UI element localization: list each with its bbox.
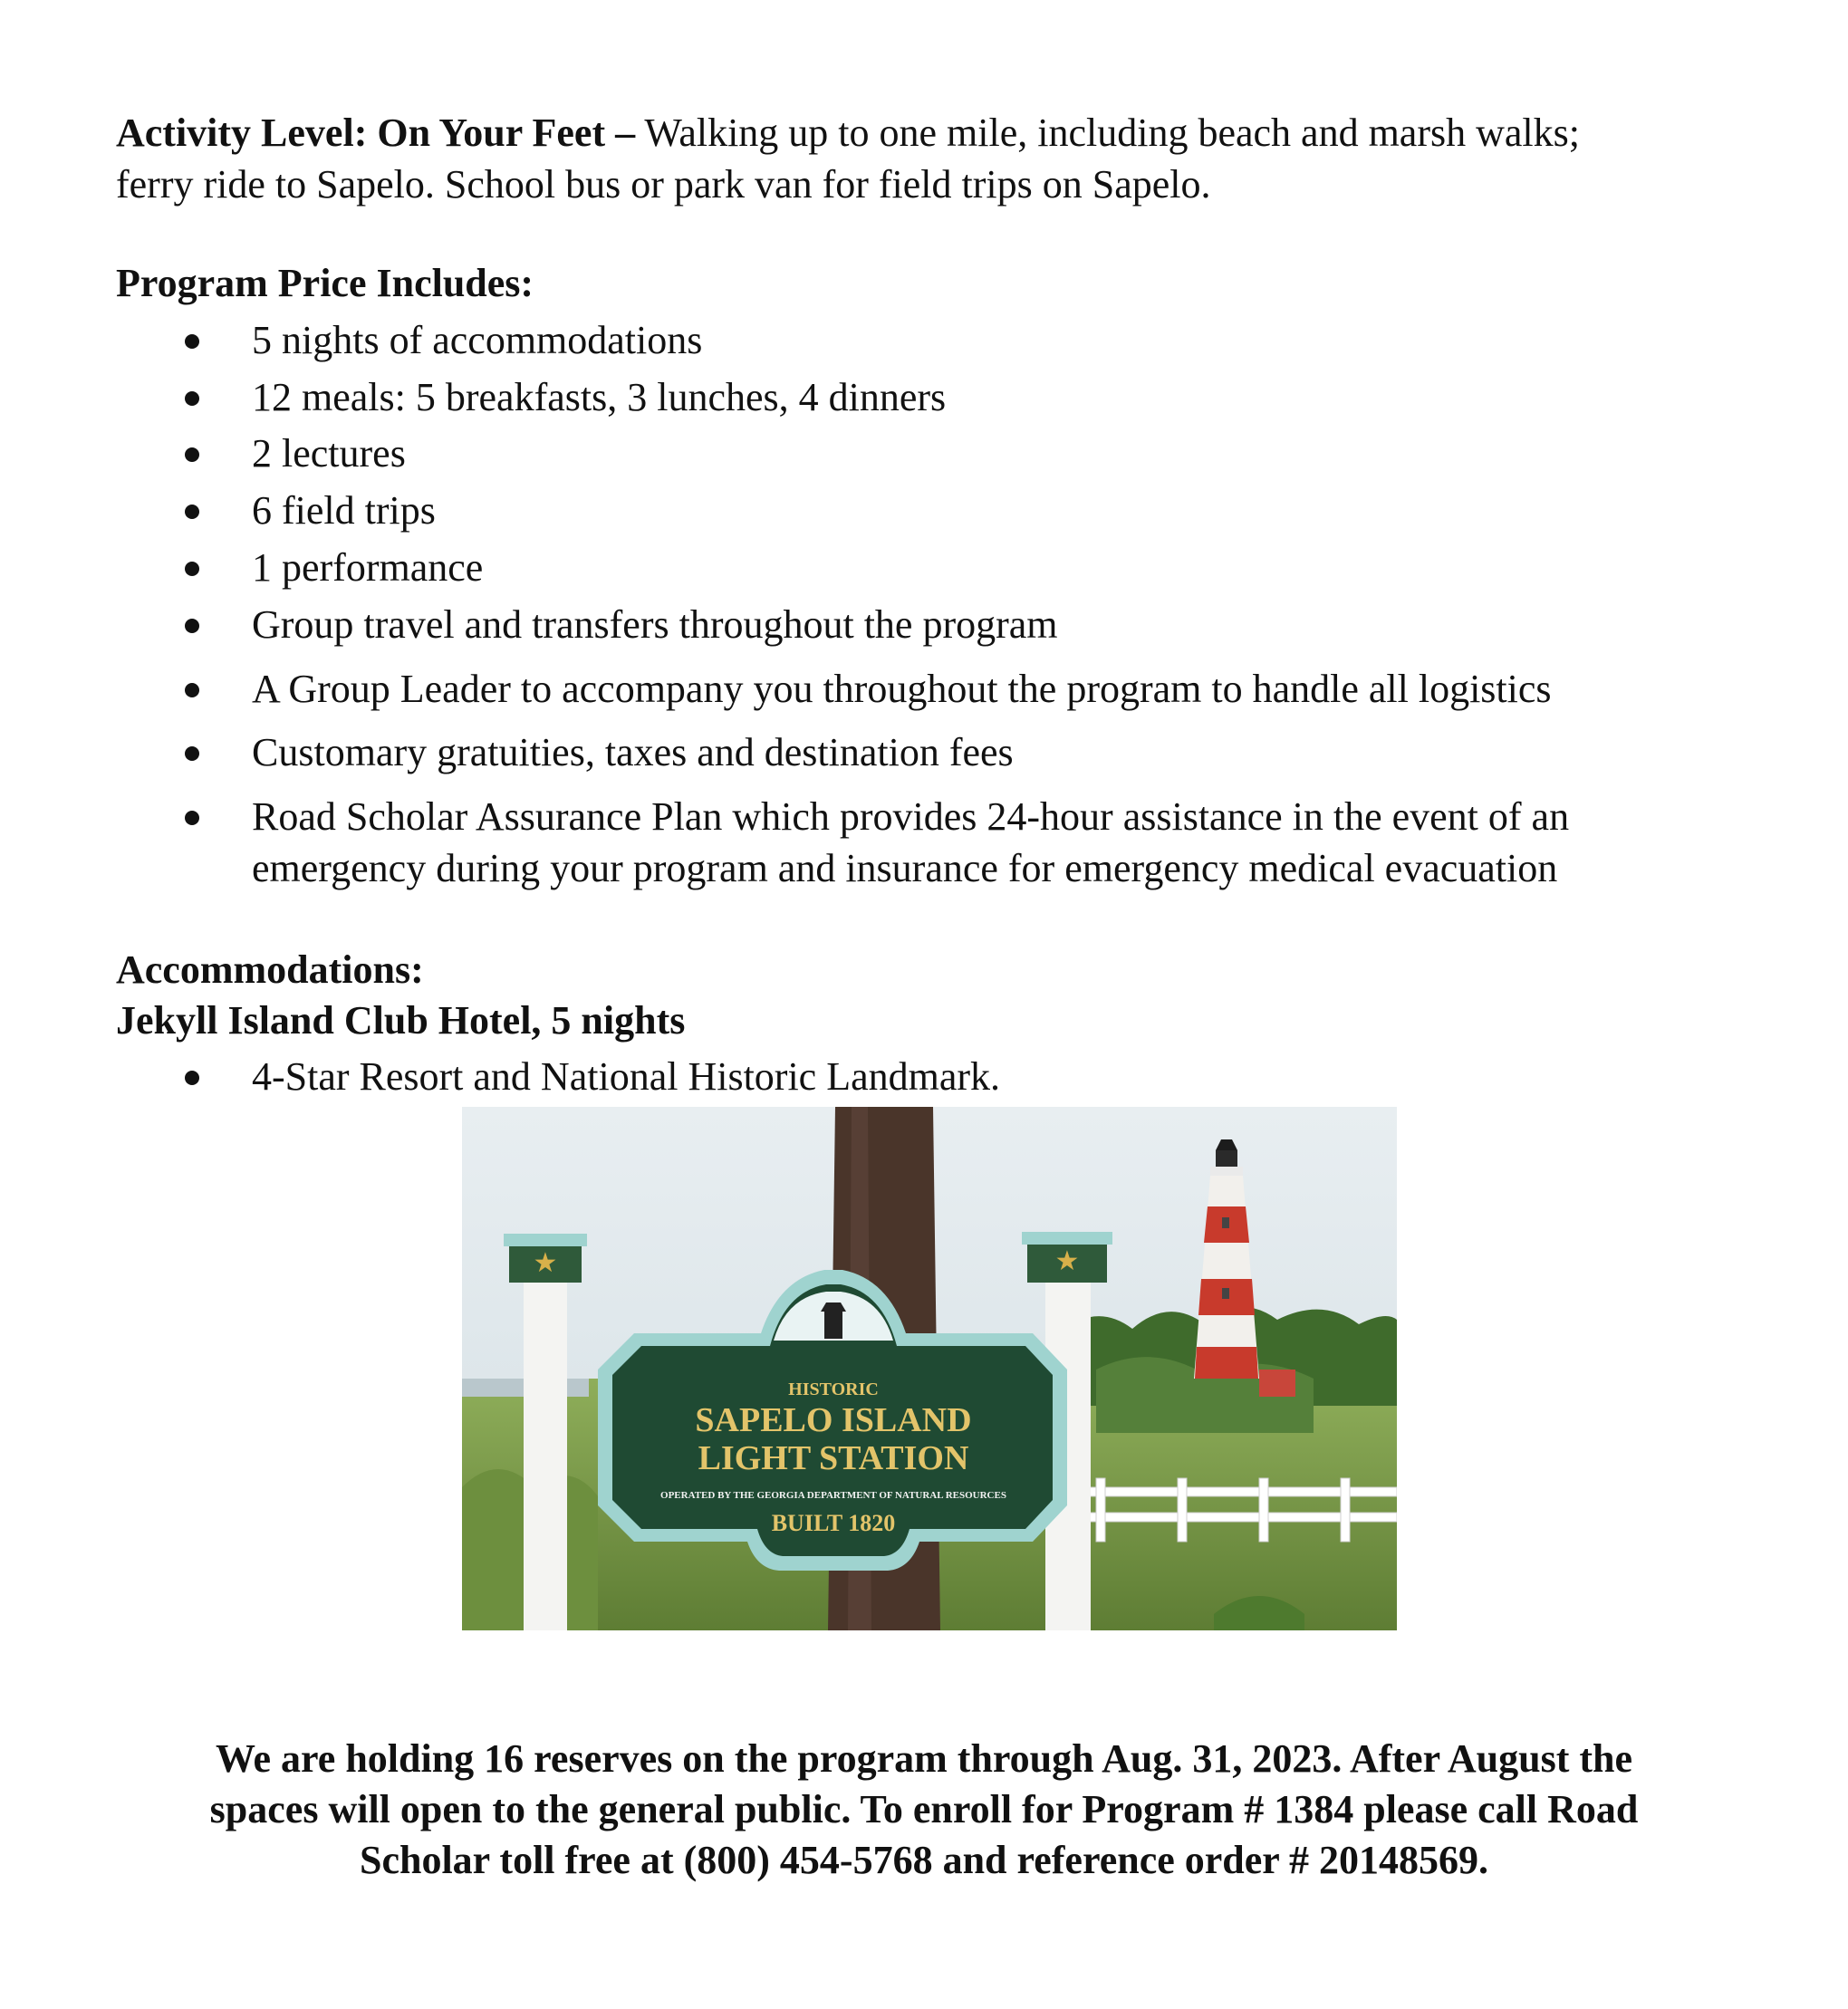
accommodations-heading: Accommodations: <box>116 947 424 992</box>
program-price-heading: Program Price Includes: <box>116 261 534 305</box>
reserves-notice-line3: Scholar toll free at (800) 454-5768 and reference order # 20148569. <box>359 1838 1489 1882</box>
bullet-icon <box>185 505 199 519</box>
document-page: Activity Level: On Your Feet – Walking up to one mile, including beach and marsh walks; ferry ride to Sapelo. School bus or park van for field trips on Sapelo. Program Price Includes: 5 nights of accommodations 12 meals: 5 breakfasts, 3 lunches, 4 dinners 2 lectures 6 field trips 1 performance Group travel and transfers throughout the program A Group Leader to accompany you throughout the program to handle all logistics Customary gratuities, taxes and destination fees Road Scholar Assurance Plan which provides 24-hour assistance in the event of an emergency during your program and insurance for emergency medical evacuation Accommodations: Jekyll Island Club Hotel, 5 nights 4-Star Resort and National Historic Landmark. ★ ★ HISTORIC SAPELO ISLAND LIGHT STATION OPERATED BY THE GEORGIA DEPARTMENT OF NATURAL RESOURCES BUILT 1820 We are holding 16 reserves on the program through Aug. 31, 2023. After August the spaces will open to the general public. To enroll for Program # 1384 please call Road Scholar toll free at (800) 454-5768 and reference order # 20148569. <box>0 0 1848 2009</box>
bullet-icon <box>185 391 199 406</box>
bullet-icon <box>185 746 199 761</box>
sign-line4: OPERATED BY THE GEORGIA DEPARTMENT OF NATURAL RESOURCES <box>660 1490 1006 1501</box>
sign-line5: BUILT 1820 <box>771 1510 896 1536</box>
activity-level-text: Walking up to one mile, including beach and marsh walks; <box>635 111 1580 155</box>
bullet-icon <box>185 334 199 349</box>
svg-text:★: ★ <box>1054 1246 1080 1276</box>
bullet-icon <box>185 562 199 576</box>
activity-level-line2: ferry ride to Sapelo. School bus or park van for field trips on Sapelo. <box>116 162 1211 207</box>
reserves-notice-line1: We are holding 16 reserves on the program through Aug. 31, 2023. After August the <box>215 1736 1633 1781</box>
sapelo-lighthouse-photo <box>462 1107 1397 1630</box>
reserves-notice <box>91 1734 1757 1886</box>
bullet-icon <box>185 447 199 462</box>
activity-level-label: Activity Level: On Your Feet – <box>116 111 636 155</box>
activity-level-paragraph <box>116 107 1747 210</box>
bullet-icon <box>185 811 199 825</box>
sign-line3: LIGHT STATION <box>698 1439 969 1477</box>
sign-line2: SAPELO ISLAND <box>695 1401 972 1439</box>
reserves-notice-line2: spaces will open to the general public. To enroll for Program # 1384 please call Road <box>209 1787 1639 1831</box>
svg-text:★: ★ <box>533 1248 558 1278</box>
bullet-icon <box>185 1071 199 1085</box>
hotel-name: Jekyll Island Club Hotel, 5 nights <box>116 998 686 1043</box>
bullet-icon <box>185 683 199 697</box>
bullet-icon <box>185 619 199 633</box>
sign-line1: HISTORIC <box>788 1379 879 1399</box>
